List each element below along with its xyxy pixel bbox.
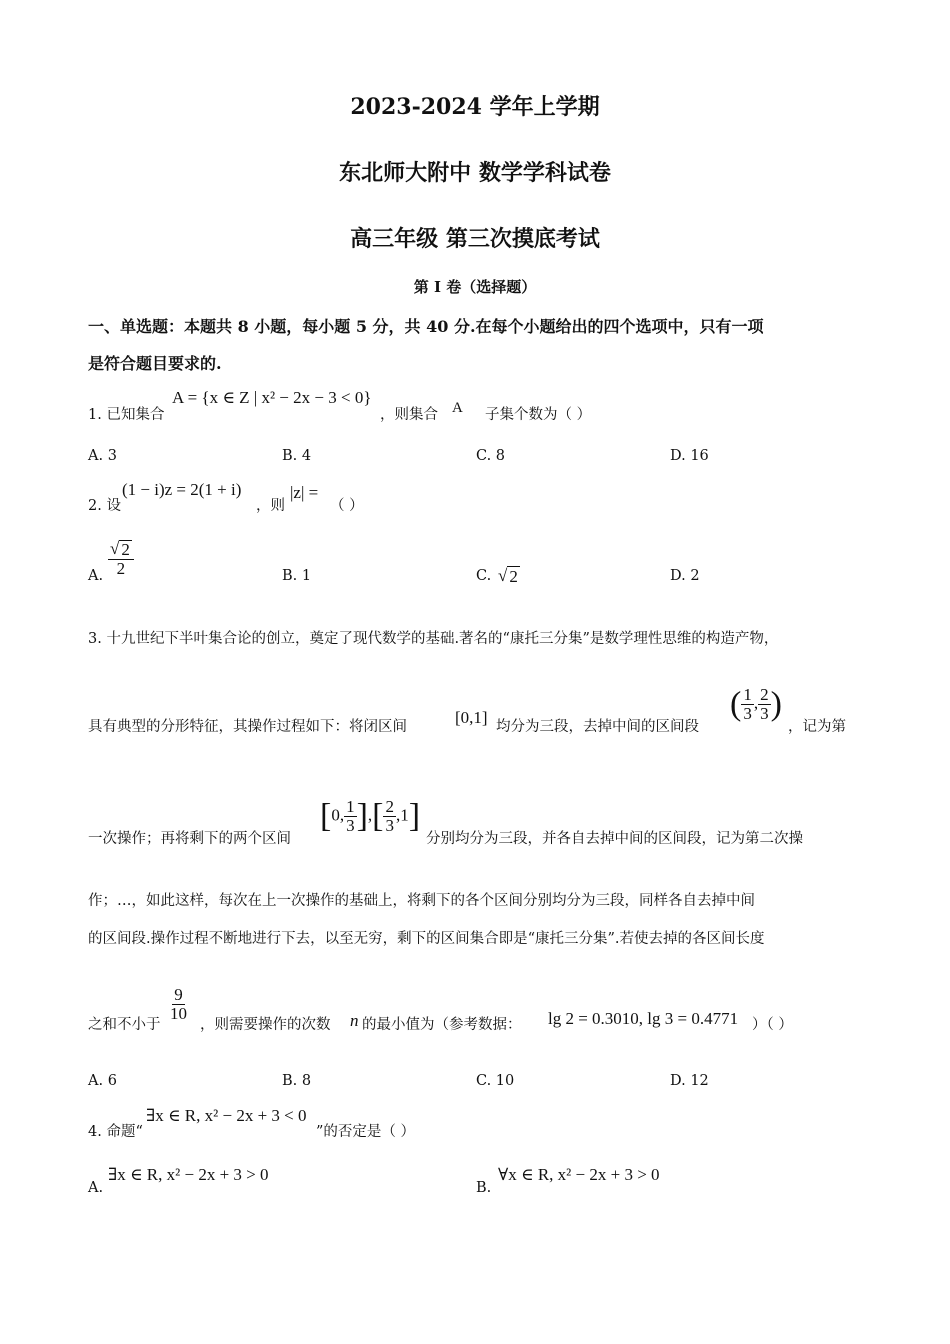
q4-proposition: ∃x ∈ R, x² − 2x + 3 < 0 — [146, 1106, 307, 1125]
q3-var-n: n — [350, 1011, 359, 1030]
q3-line2-b: 均分为三段，去掉中间的区间段 — [496, 719, 699, 735]
q3-interval-0-1: [0,1] — [455, 708, 488, 727]
q2-middle: ，则 — [256, 498, 285, 514]
q3-line1: 3. 十九世纪下半叶集合论的创立，奠定了现代数学的基础.著名的“康托三分集”是数学理性思维的构造产物， — [88, 631, 779, 647]
q3-line6-a: 之和不小于 — [88, 1017, 161, 1033]
q1-option-a: A. 3 — [88, 448, 117, 464]
q3-line6-b: ，则需要操作的次数 — [200, 1017, 331, 1033]
q1-option-b: B. 4 — [282, 448, 312, 464]
q3-line3-b: 分别均分为三段，并各自去掉中间的区间段，记为第二次操 — [426, 831, 803, 847]
q3-option-a: A. 6 — [88, 1073, 117, 1089]
exam-grade-title: 高三年级 第三次摸底考试 — [350, 226, 600, 252]
q3-line2-c: ，记为第 — [788, 719, 846, 735]
exam-year-title: 2023-2024 学年上学期 — [350, 94, 600, 120]
q1-option-d: D. 16 — [670, 448, 709, 464]
q1-set-formula: A = {x ∈ Z | x² − 2x − 3 < 0} — [172, 388, 372, 407]
section-instructions-line1: 一、单选题：本题共 8 小题，每小题 5 分，共 40 分.在每个小题给出的四个选项中，只有一项 — [88, 317, 764, 336]
q2-option-a-label: A. — [88, 568, 104, 584]
q3-option-d: D. 12 — [670, 1073, 709, 1089]
q3-line2-a: 具有典型的分形特征，其操作过程如下：将闭区间 — [88, 719, 407, 735]
q1-option-c: C. 8 — [476, 448, 506, 464]
q3-fraction-9-10: $\frac{9}{10}$ — [170, 985, 187, 1023]
q3-remaining-intervals: [0, $\frac{1}{3}$ ],[ $\frac{2}{3}$ ,1] — [320, 797, 421, 835]
q4-option-b-label: B. — [476, 1180, 492, 1196]
q3-line3-a: 一次操作；再将剩下的两个区间 — [88, 831, 291, 847]
q1-prefix: 1. 已知集合 — [88, 407, 165, 423]
q2-option-c-label: C. — [476, 568, 492, 584]
q1-suffix: 子集个数为（ ） — [485, 407, 592, 423]
q3-reference-data: lg 2 = 0.3010, lg 3 = 0.4771 — [548, 1009, 739, 1028]
q2-prefix: 2. 设 — [88, 498, 121, 514]
q3-interval-middle: ( $\frac{1}{3}$ , $\frac{2}{3}$ ) — [730, 685, 782, 723]
q3-line6-d: ）（ ） — [752, 1017, 793, 1033]
q3-line5: 的区间段.操作过程不断地进行下去，以至无穷，剩下的区间集合即是“康托三分集”.若使去掉的各区间长度 — [88, 931, 765, 947]
section-instructions-line2: 是符合题目要求的. — [88, 354, 222, 373]
q3-line4: 作；…，如此这样，每次在上一次操作的基础上，将剩下的各个区间分别均分为三段，同样各自去掉中间 — [88, 893, 755, 909]
q3-line6-c: 的最小值为（参考数据： — [362, 1017, 522, 1033]
q2-option-d: D. 2 — [670, 568, 700, 584]
exam-school-title: 东北师大附中 数学学科试卷 — [339, 160, 611, 186]
q2-equation: (1 − i)z = 2(1 + i) — [122, 480, 242, 499]
q2-option-b: B. 1 — [282, 568, 312, 584]
q4-suffix: ”的否定是（ ） — [316, 1124, 416, 1140]
q4-prefix: 4. 命题“ — [88, 1124, 143, 1140]
q2-suffix: （ ） — [330, 498, 364, 514]
q2-abs-z: |z| = — [290, 483, 319, 502]
part-title: 第 I 卷（选择题） — [413, 278, 537, 296]
q1-set-letter: A — [452, 400, 463, 416]
q2-option-a-value: √ 2 2 — [108, 540, 134, 578]
q4-option-b-value: ∀x ∈ R, x² − 2x + 3 > 0 — [498, 1165, 660, 1184]
q2-option-c-value: √ 2 — [498, 566, 518, 586]
q3-option-c: C. 10 — [476, 1073, 515, 1089]
q4-option-a-value: ∃x ∈ R, x² − 2x + 3 > 0 — [108, 1165, 269, 1184]
q4-option-a-label: A. — [88, 1180, 104, 1196]
q1-middle: ，则集合 — [380, 407, 438, 423]
q3-option-b: B. 8 — [282, 1073, 312, 1089]
